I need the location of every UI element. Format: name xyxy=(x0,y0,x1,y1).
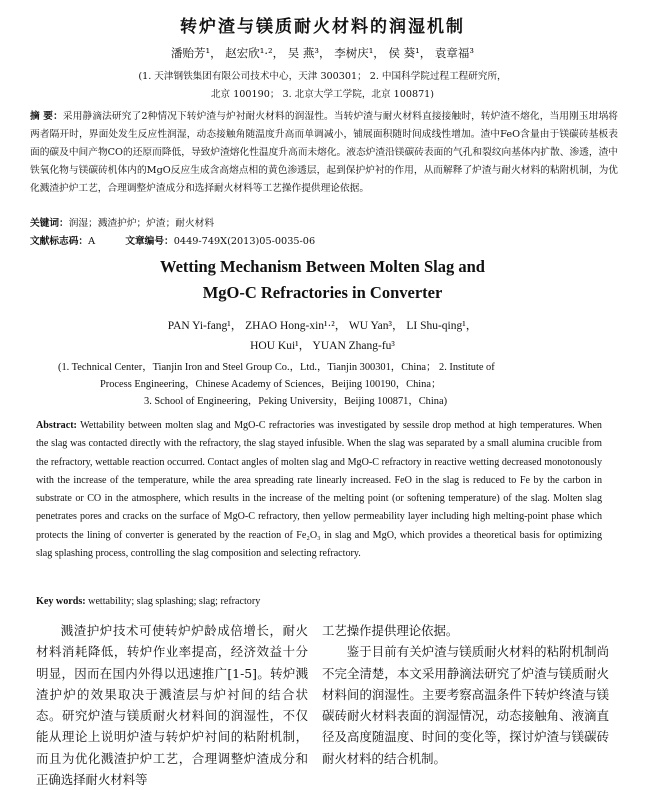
chinese-doc-meta xyxy=(30,233,315,247)
english-title-line2: MgO-C Refractories in Converter xyxy=(202,283,443,302)
chinese-authors: 潘贻芳¹， 赵宏欣¹·²， 吴 燕³， 李树庆¹， 侯 葵¹， 袁章福³ xyxy=(170,46,474,60)
article-no-label: 文章编号： xyxy=(125,236,174,247)
english-authors-line1: PAN Yi-fang¹， ZHAO Hong-xin¹·²， WU Yan³， LI Shu-qing¹， xyxy=(167,320,478,332)
chinese-keywords xyxy=(30,215,214,229)
chinese-keywords-label: 关键词： xyxy=(30,218,69,229)
chinese-abstract-label: 摘 要： xyxy=(30,111,63,122)
doc-code: A xyxy=(88,236,96,247)
chinese-affiliation-line2: 北京 100190； 3. 北京大学工学院，北京 100871) xyxy=(210,89,435,100)
body-left-column: 溅渣护炉技术可使转炉炉龄成倍增长，耐火材料消耗降低，转炉作业率提高，经济效益十分明显，因而在国内外得以迅速推广[1-5]。转炉溅渣护炉的效果取决于溅渣层与炉衬间的结合状态。研究炉渣与镁质耐火材料间的润湿性，不仅能从理论上说明炉渣与转炉炉衬间的粘附机制，而且为优化溅渣护炉工艺，合理调整炉渣成分和正确选择耐火材料等 xyxy=(36,623,308,788)
chinese-abstract xyxy=(30,108,618,198)
english-abstract-text: Wettability between molten slag and MgO-C refractories was investigated by sessile drop method at high temperatures. When the slag was contacted directly with the refractory, the slag stayed infusible. When the slag was separated by a small alumina crucible from the refractory, wettable reaction occurred. Contact angles of molten slag and MgO-C refractory in reactive wetting decreased monotonously with the increase of the temperature, while the area spreading rate linearly increased. FeO in the slag is reduced to Fe by the carbon in substrate or CO in the atmosphere, which results in the increase of the melting point (or softening temperature) of the slag. Molten slag penetrates pores and cracks on the surface of MgO-C refractory, then yellow permeability layer including high melting-point phase which protects the lining of converter is generated by the reaction of Fe₂O₃ in slag and MgO, which provides a theoretical basis for optimizing slag splashing process, controlling the slag composition and selecting refractory. xyxy=(36,420,602,560)
body-right-paragraph-1: 工艺操作提供理论依据。 xyxy=(322,623,459,638)
english-abstract xyxy=(36,417,602,563)
english-authors-line2: HOU Kui¹， YUAN Zhang-fu³ xyxy=(250,340,395,352)
body-right-column xyxy=(322,620,609,769)
english-abstract-label: Abstract: xyxy=(36,420,77,431)
chinese-abstract-text: 采用静滴法研究了2种情况下转炉渣与炉衬耐火材料的润湿性。当转炉渣与耐火材料直接接触时，转炉渣不熔化，当用刚玉坩埚将两者隔开时，界面处发生反应性润湿，动态接触角随温度升高而单调减小，铺展面积随时间成线性增加。渣中FeO含量由于镁碳砖基板表面的碳及中间产物CO的还原而降低，导致炉渣熔化性温度升高而未熔化。液态炉渣沿镁碳砖表面的气孔和裂纹向基体内扩散、渗透，渣中铁氧化物与镁碳砖机体内的MgO反应生成含高熔点相的黄色渗透层，起到保护炉衬的作用，从而解释了炉渣与耐火材料的粘附机制，为优化溅渣护炉工艺，合理调整炉渣成分和选择耐火材料等工艺操作提供理论依据。 xyxy=(30,111,618,194)
english-keywords-label: Key words: xyxy=(36,596,86,607)
english-affiliation-line2: Process Engineering，Chinese Academy of Sciences，Beijing 100190，China； xyxy=(100,379,442,390)
english-affiliation-line3: 3. School of Engineering，Peking University，Beijing 100871，China) xyxy=(144,396,448,407)
chinese-title: 转炉渣与镁质耐火材料的润湿机制 xyxy=(180,17,465,37)
english-keywords-text: wettability; slag splashing; slag; refractory xyxy=(88,596,261,607)
body-right-paragraph-2: 鉴于目前有关炉渣与镁质耐火材料的粘附机制尚不完全清楚，本文采用静滴法研究了炉渣与镁质耐火材料间的润湿性。主要考察高温条件下转炉终渣与镁碳砖耐火材料表面的润湿情况，动态接触角、液滴直径及高度随温度、时间的变化等，探讨炉渣与镁碳砖耐火材料的结合机制。 xyxy=(322,644,609,766)
english-keywords xyxy=(36,596,260,607)
chinese-affiliation-line1: (1. 天津钢铁集团有限公司技术中心，天津 300301； 2. 中国科学院过程工程研究所， xyxy=(138,71,507,82)
article-no: 0449-749X(2013)05-0035-06 xyxy=(173,236,316,247)
doc-code-label: 文献标志码： xyxy=(30,236,89,247)
chinese-keywords-text: 润湿；溅渣护炉；炉渣；耐火材料 xyxy=(68,218,215,229)
english-title-line1: Wetting Mechanism Between Molten Slag and xyxy=(160,257,485,276)
english-affiliation-line1: (1. Technical Center，Tianjin Iron and Steel Group Co.，Ltd.，Tianjin 300301，China； 2. Institute of xyxy=(58,362,495,373)
